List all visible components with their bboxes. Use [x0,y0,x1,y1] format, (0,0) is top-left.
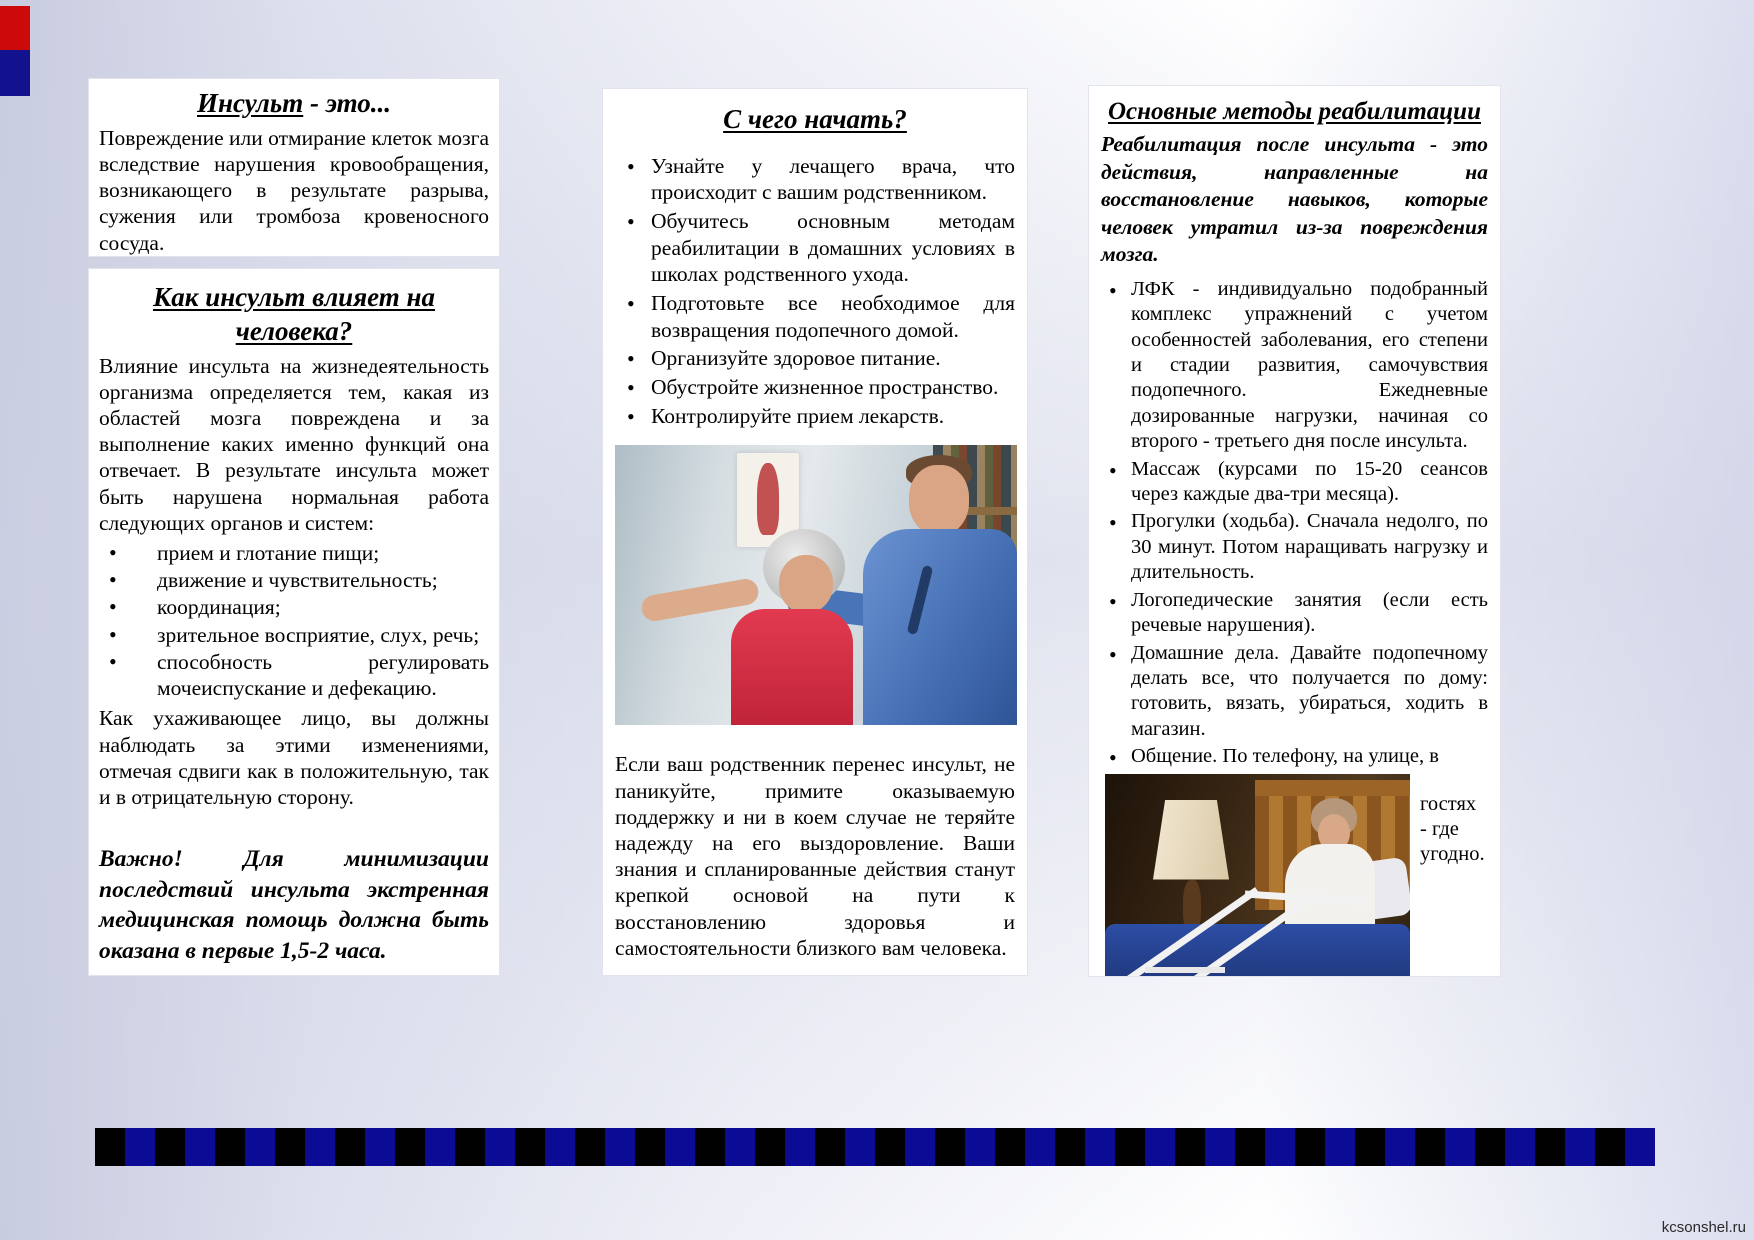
list-item: • Обустройте жизненное пространство. [615,374,1015,401]
photo-row [1101,774,1488,977]
exercise-trapeze-frame [1105,774,1410,977]
encouragement-text: Если ваш родственник перенес инсульт, не паникуйте, примите оказываемую поддержку и ни в коем случае не теряйте надежду на его выздоровление. Ваши знания и спланированные действия станут крепкой основой на пути к восстановлению здоровья и самостоятельности близкого вам человека. [615,752,1015,960]
list-item: • Контролируйте прием лекарств. [615,403,1015,430]
patient-red-top [731,609,853,725]
where-to-start-title-text: С чего начать? [723,104,907,134]
anatomy-poster-figure [757,463,779,535]
list-item: • зрительное восприятие, слух, речь; [99,622,489,648]
patient-face [779,555,833,613]
rehab-definition: Реабилитация после инсульта - это действия, направленные на восстановление навыков, которые человек утратил из-за повреждения мозга. [1101,132,1488,267]
site-watermark: kcsonshel.ru [1661,1219,1746,1236]
list-item: • Организуйте здоровое питание. [615,345,1015,372]
list-item: • прием и глотание пищи; [99,540,489,566]
where-to-start-list [615,153,1015,430]
rehab-methods-title-text: Основные методы реабилитации [1108,98,1481,125]
important-note: Важно! Для минимизации последствий инсульта экстренная медицинская помощь должна быть оказана в первые 1,5-2 часа. [99,846,489,964]
stroke-effects-title-text: Как инсульт влияет на человека? [153,282,435,346]
list-item: • Подготовьте все необходимое для возвращения подопечного домой. [615,290,1015,343]
list-item: • способность регулировать мочеиспускание и дефекацию. [99,649,489,701]
caregiver-note: Как ухаживающее лицо, вы должны наблюдать за этими изменениями, отмечая сдвиги как в положительную, так и в отрицательную сторону. [99,706,489,809]
rehab-methods-list [1101,277,1488,770]
list-item: • Обучитесь основным методам реабилитации в домашних условиях в школах родственного ухода. [615,208,1015,288]
list-item: • ЛФК - индивидуально подобранный комплекс упражнений с учетом особенностей заболевания, его степени и стадии развития, самочувствия подопечного. Ежедневные дозированные нагрузки, начиная со второго - третьего дня после инсульта. [1101,277,1488,455]
affected-functions-list [99,540,489,701]
list-item: • Прогулки (ходьба). Сначала недолго, по 30 минут. Потом наращивать нагрузку и длительность. [1101,509,1488,585]
list-item: • движение и чувствительность; [99,567,489,593]
checkered-footer-strip [95,1128,1655,1166]
list-item: • Домашние дела. Давайте подопечному делать все, что получается по дому: готовить, вязать, убираться, ходить в магазин. [1101,641,1488,743]
doctor-face [909,465,969,535]
list-item: • Узнайте у лечащего врача, что происходит с вашим родственником. [615,153,1015,206]
stroke-effects-intro: Влияние инсульта на жизнедеятельность организма определяется тем, какая из областей мозга повреждена и за выполнение каких именно функций она отвечает. В результате инсульта может быть нарушена нормальная работа следующих органов и систем: [99,353,489,535]
rehab-methods-title [1101,96,1488,127]
list-item: • Логопедические занятия (если есть речевые нарушения). [1101,588,1488,639]
stroke-definition-title [99,87,489,121]
doctor-blue-shirt [863,529,1017,725]
panel-stroke-definition [88,78,500,257]
panel-rehab-methods [1088,85,1501,977]
corner-navy-block [0,50,30,96]
title-underlined-part: Инсульт [197,88,304,118]
list-item: • Массаж (курсами по 15-20 сеансов через каждые два-три месяца). [1101,457,1488,508]
photo-woman-in-bed [1105,774,1410,977]
corner-red-block [0,6,30,50]
photo-doctor-helping-patient [615,445,1017,725]
panel-where-to-start [602,88,1028,976]
wrapped-bullet-text: гостях - где угодно. [1420,792,1485,866]
title-rest-part: - это... [303,88,391,118]
list-item: • Общение. По телефону, на улице, в [1101,744,1488,769]
stroke-definition-text: Повреждение или отмирание клеток мозга вследствие нарушения кровообращения, возникающего в результате разрыва, сужения или тромбоза кровеносного сосуда. [99,125,489,255]
list-item: • координация; [99,594,489,620]
where-to-start-title [615,103,1015,137]
panel-stroke-effects [88,268,500,976]
stroke-effects-title [99,281,489,349]
